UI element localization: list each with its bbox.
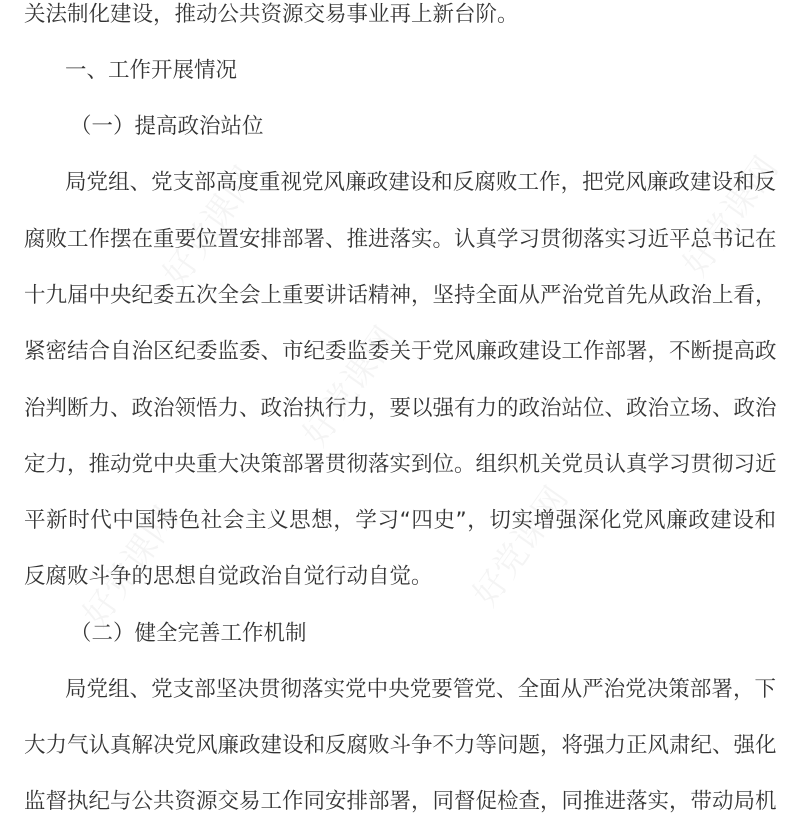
paragraph-line: 定力，推动党中央重大决策部署贯彻落实到位。组织机关党员认真学习贯彻习近 [24,452,777,477]
paragraph-line: 大力气认真解决党风廉政建设和反腐败斗争不力等问题，将强力正风肃纪、强化 [24,733,777,758]
section-heading: 一、工作开展情况 [65,58,238,83]
paragraph-line: 局党组、党支部高度重视党风廉政建设和反腐败工作，把党风廉政建设和反 [65,170,776,195]
paragraph-line: 腐败工作摆在重要位置安排部署、推进落实。认真学习贯彻落实习近平总书记在 [24,227,777,252]
paragraph-line: 监督执纪与公共资源交易工作同安排部署，同督促检查，同推进落实，带动局机 [24,789,777,814]
paragraph-line: 平新时代中国特色社会主义思想，学习“四史”，切实增强深化党风廉政建设和 [24,508,776,533]
paragraph-line: 反腐败斗争的思想自觉政治自觉行动自觉。 [24,564,433,589]
watermark-text [669,145,787,285]
subsection-heading: （一）提高政治站位 [70,114,264,139]
paragraph-line: 治判断力、政治领悟力、政治执行力，要以强有力的政治站位、政治立场、政治 [24,396,777,421]
paragraph-line: 紧密结合自治区纪委监委、市纪委监委关于党风廉政建设工作部署，不断提高政 [24,339,777,364]
paragraph-line: 局党组、党支部坚决贯彻落实党中央党要管党、全面从严治党决策部署，下 [65,677,776,702]
paragraph-line: 关法制化建设，推动公共资源交易事业再上新台阶。 [24,2,519,27]
paragraph-line: 十九届中央纪委五次全会上重要讲话精神，坚持全面从严治党首先从政治上看， [24,283,777,308]
subsection-heading: （二）健全完善工作机制 [70,621,307,646]
watermark-text [459,475,577,615]
watermark-text [289,315,407,455]
